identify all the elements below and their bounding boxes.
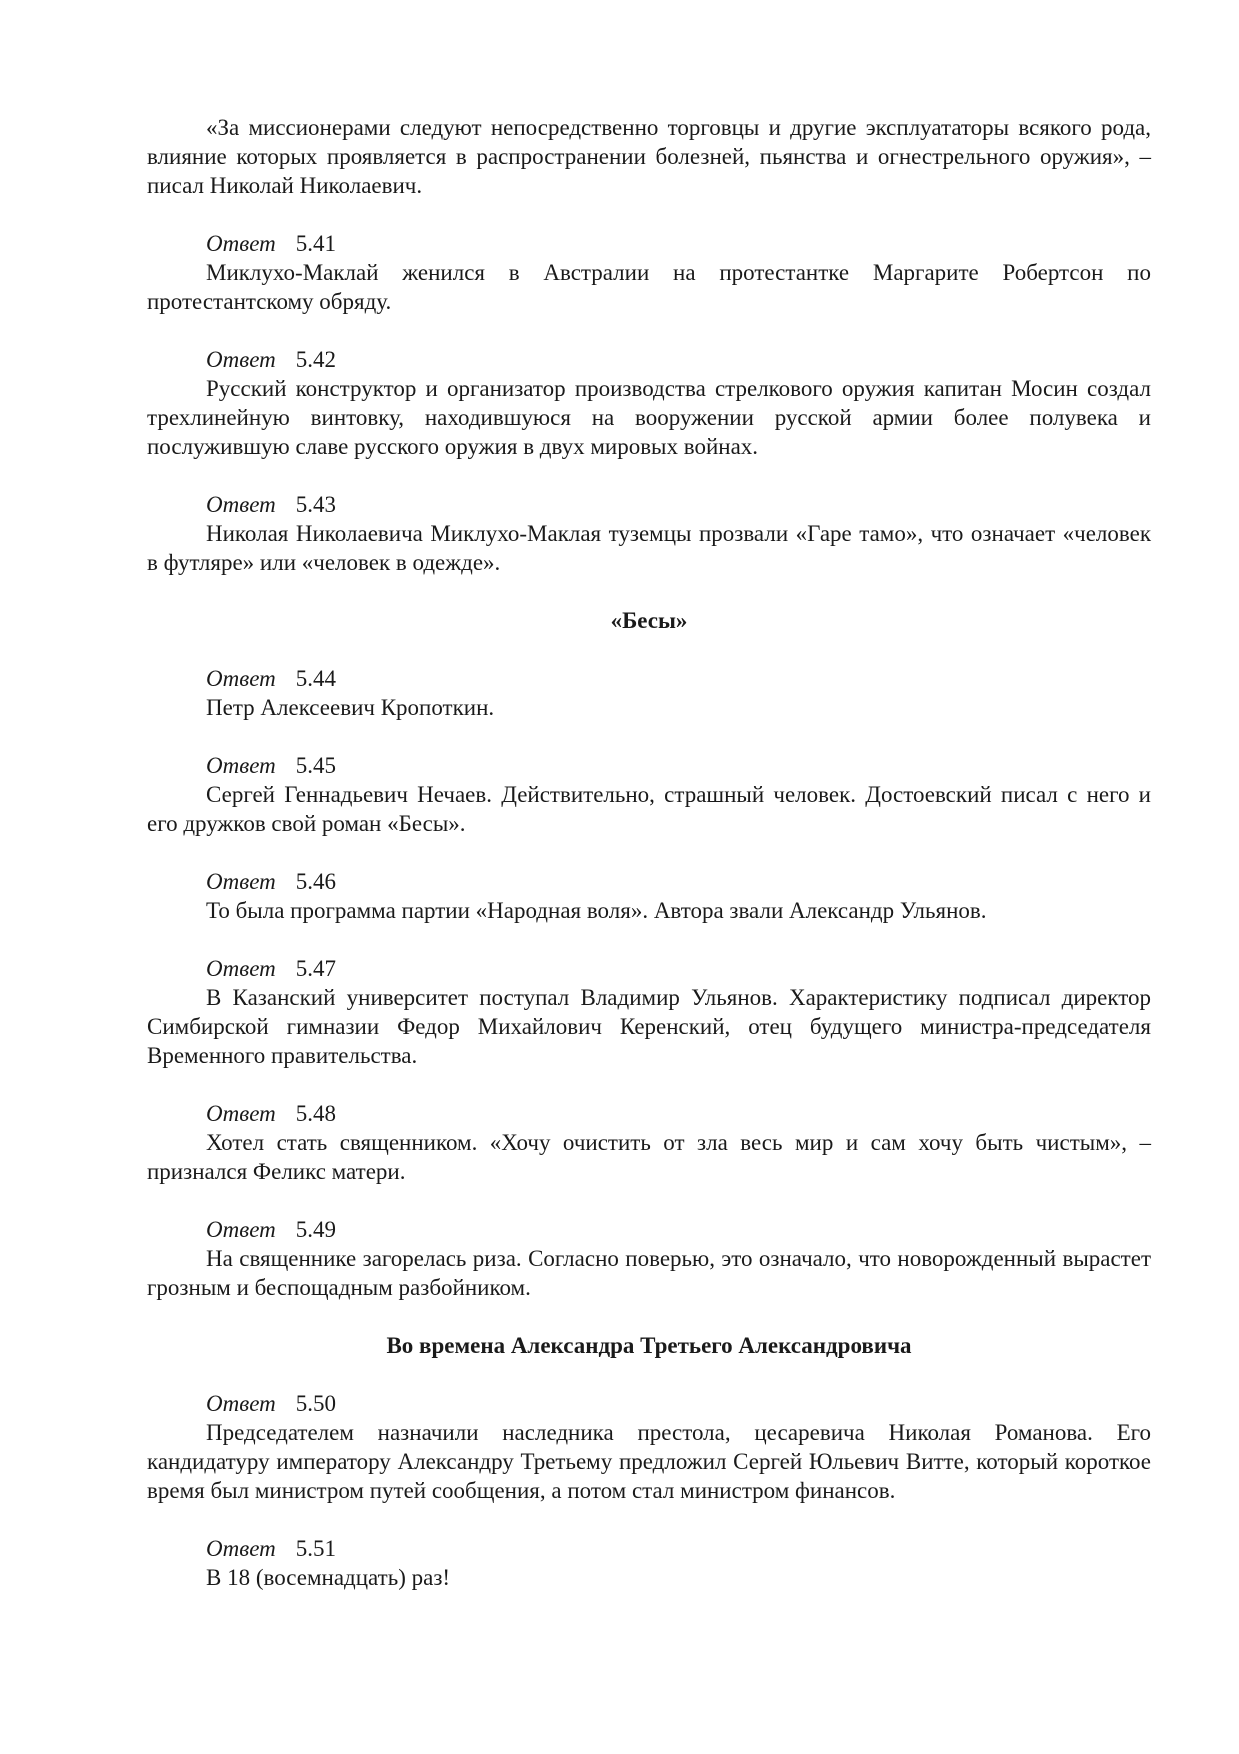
answer-number: 5.45 <box>295 753 336 778</box>
answer-heading <box>206 229 1151 258</box>
answers-group-1 <box>147 229 1151 577</box>
answers-group-2 <box>147 664 1151 1302</box>
intro-paragraph: «За миссионерами следуют непосредственно торговцы и другие эксплуататоры всякого рода, влияние которых проявляется в распространении болезней, пьянства и огнестрельного оружия», – писал Николай Николаевич. <box>147 115 1151 198</box>
answer-label: Ответ <box>206 1217 276 1242</box>
answer-label: Ответ <box>206 1391 276 1416</box>
answer-entry <box>147 751 1151 838</box>
answer-text: Сергей Геннадьевич Нечаев. Действительно, страшный человек. Достоевский писал с него и его дружков свой роман «Бесы». <box>147 782 1151 836</box>
answer-entry <box>147 1099 1151 1186</box>
answer-heading <box>206 664 1151 693</box>
answer-number: 5.46 <box>295 869 336 894</box>
answer-entry <box>147 1389 1151 1505</box>
answer-text: Петр Алексеевич Кропоткин. <box>206 695 495 720</box>
answer-label: Ответ <box>206 492 276 517</box>
answer-heading <box>206 1215 1151 1244</box>
answer-number: 5.47 <box>295 956 336 981</box>
answer-heading <box>206 1099 1151 1128</box>
answer-text: В 18 (восемнадцать) раз! <box>206 1565 451 1590</box>
answer-text: На священнике загорелась риза. Согласно поверью, это означало, что новорожденный вырастет грозным и беспощадным разбойником. <box>147 1246 1151 1300</box>
answer-number: 5.41 <box>295 231 336 256</box>
answer-number: 5.43 <box>295 492 336 517</box>
answer-heading <box>206 867 1151 896</box>
section-title-alexander-third: Во времена Александра Третьего Александровича <box>386 1333 912 1358</box>
answer-heading <box>206 751 1151 780</box>
answer-text: Председателем назначили наследника престола, цесаревича Николая Романова. Его кандидатуру императору Александру Третьему предложил Сергей Юльевич Витте, который короткое время был министром путей сообщения, а потом стал министром финансов. <box>147 1420 1151 1503</box>
answer-number: 5.48 <box>295 1101 336 1126</box>
answer-heading <box>206 1389 1151 1418</box>
answer-number: 5.51 <box>295 1536 336 1561</box>
answer-label: Ответ <box>206 956 276 981</box>
section-title-besy: «Бесы» <box>610 608 688 633</box>
answer-entry <box>147 490 1151 577</box>
answer-number: 5.44 <box>295 666 336 691</box>
answer-entry <box>147 867 1151 925</box>
answer-text: То была программа партии «Народная воля». Автора звали Александр Ульянов. <box>206 898 987 923</box>
answers-group-3 <box>147 1389 1151 1592</box>
answer-entry <box>147 345 1151 461</box>
answer-heading <box>206 490 1151 519</box>
answer-label: Ответ <box>206 869 276 894</box>
answer-entry <box>147 1534 1151 1592</box>
answer-heading <box>206 954 1151 983</box>
answer-heading <box>206 1534 1151 1563</box>
answer-entry <box>147 954 1151 1070</box>
answer-label: Ответ <box>206 753 276 778</box>
answer-entry <box>147 1215 1151 1302</box>
answer-label: Ответ <box>206 231 276 256</box>
answer-heading <box>206 345 1151 374</box>
answer-text: В Казанский университет поступал Владимир Ульянов. Характеристику подписал директор Симбирской гимназии Федор Михайлович Керенский, отец будущего министра-председателя Временного правительства. <box>147 985 1151 1068</box>
answer-text: Николая Николаевича Миклухо-Маклая туземцы прозвали «Гаре тамо», что означает «человек в футляре» или «человек в одежде». <box>147 521 1151 575</box>
answer-label: Ответ <box>206 1101 276 1126</box>
answer-number: 5.42 <box>295 347 336 372</box>
answer-label: Ответ <box>206 1536 276 1561</box>
answer-text: Русский конструктор и организатор производства стрелкового оружия капитан Мосин создал трехлинейную винтовку, находившуюся на вооружении русской армии более полувека и послужившую славе русского оружия в двух мировых войнах. <box>147 376 1151 459</box>
answer-label: Ответ <box>206 347 276 372</box>
answer-number: 5.50 <box>295 1391 336 1416</box>
answer-entry <box>147 229 1151 316</box>
answer-entry <box>147 664 1151 722</box>
answer-number: 5.49 <box>295 1217 336 1242</box>
answer-text: Хотел стать священником. «Хочу очистить от зла весь мир и сам хочу быть чистым», – признался Феликс матери. <box>147 1130 1151 1184</box>
answer-text: Миклухо-Маклай женился в Австралии на протестантке Маргарите Робертсон по протестантскому обряду. <box>147 260 1151 314</box>
answer-label: Ответ <box>206 666 276 691</box>
document-page <box>147 113 1151 1621</box>
